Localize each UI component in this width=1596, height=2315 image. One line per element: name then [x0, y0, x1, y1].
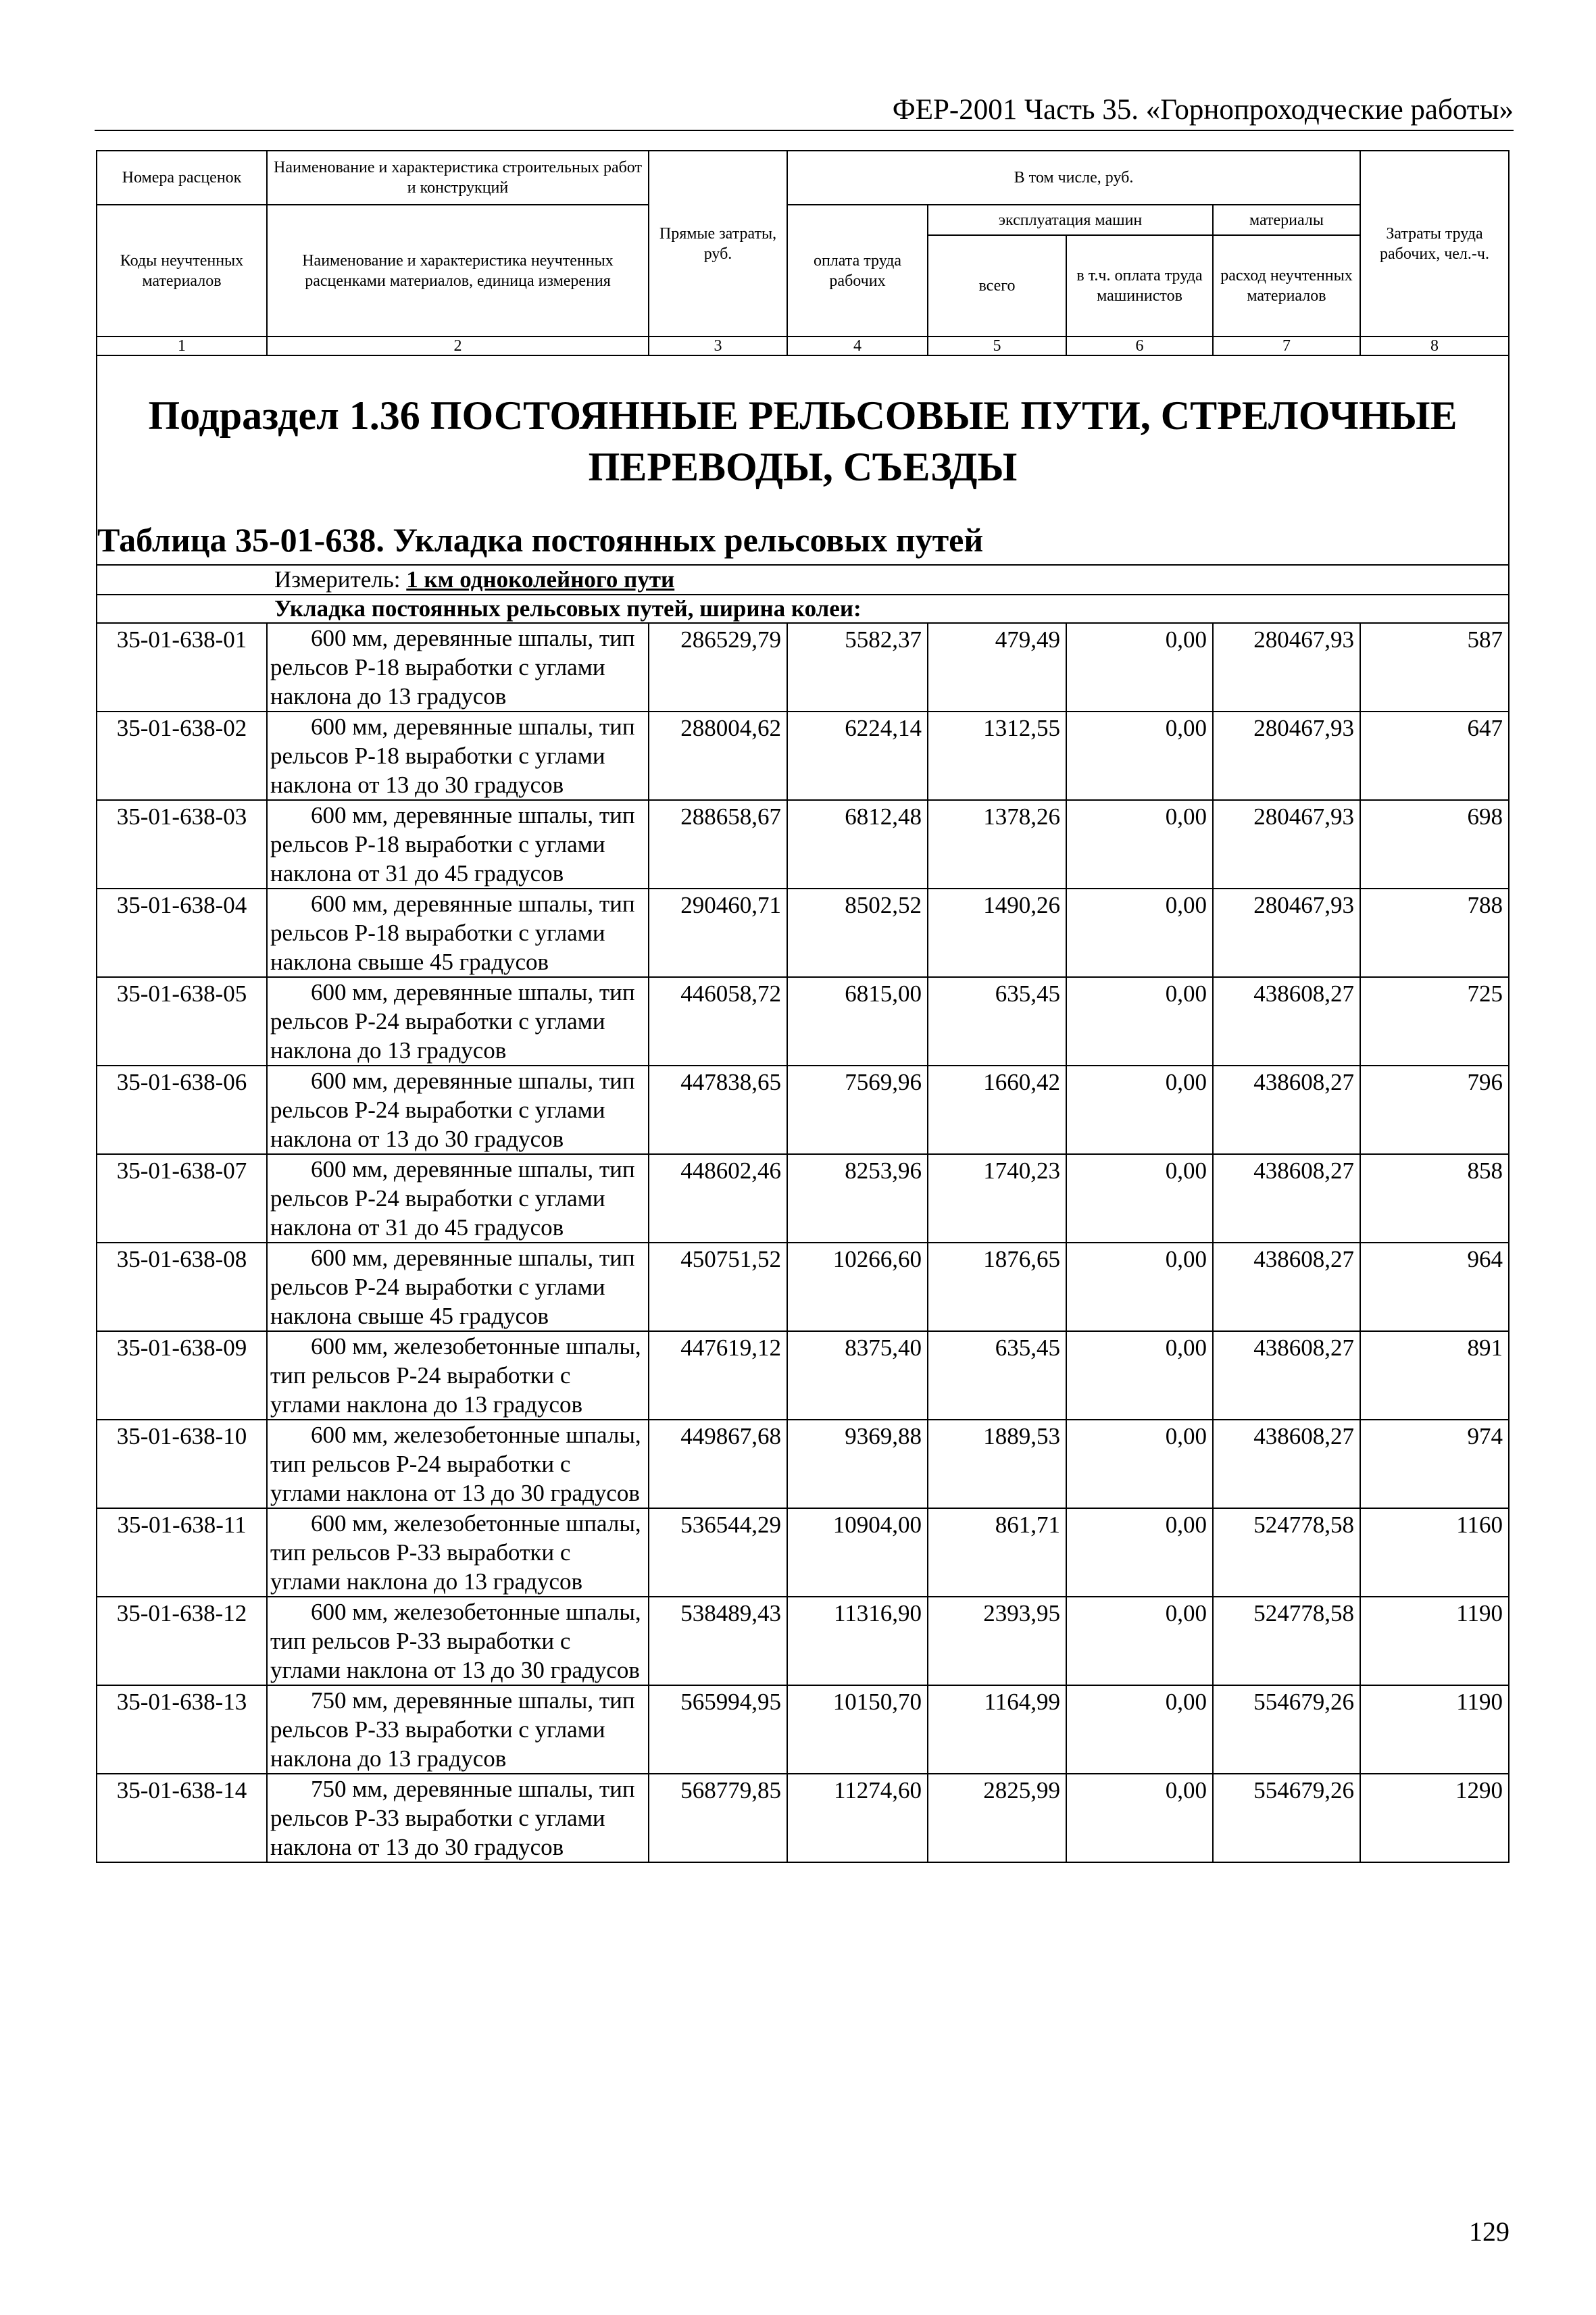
- worker-pay: 8253,96: [787, 1154, 928, 1243]
- column-number: 3: [649, 337, 787, 355]
- rate-code: 35-01-638-06: [97, 1066, 267, 1154]
- header-machines-total: всего: [928, 235, 1066, 337]
- materials-cost: 554679,26: [1213, 1774, 1360, 1862]
- operator-pay: 0,00: [1066, 623, 1213, 712]
- machines-total: 1889,53: [928, 1420, 1066, 1508]
- labor-hours: 891: [1360, 1331, 1509, 1420]
- meter-row: [97, 565, 1509, 595]
- direct-costs: 447619,12: [649, 1331, 787, 1420]
- work-description: 600 мм, деревянные шпалы, тип рельсов Р-24 выработки с углами наклона свыше 45 градусов: [267, 1243, 649, 1331]
- work-description: 600 мм, деревянные шпалы, тип рельсов Р-18 выработки с углами наклона от 13 до 30 градусов: [267, 712, 649, 800]
- operator-pay: 0,00: [1066, 1420, 1213, 1508]
- column-number: 6: [1066, 337, 1213, 355]
- worker-pay: 10266,60: [787, 1243, 928, 1331]
- direct-costs: 288004,62: [649, 712, 787, 800]
- machines-total: 1378,26: [928, 800, 1066, 889]
- column-number: 7: [1213, 337, 1360, 355]
- worker-pay: 7569,96: [787, 1066, 928, 1154]
- header-worker-pay: оплата труда рабочих: [787, 205, 928, 337]
- table-row: [97, 1243, 1509, 1331]
- direct-costs: 290460,71: [649, 889, 787, 977]
- table-row: [97, 977, 1509, 1066]
- worker-pay: 8375,40: [787, 1331, 928, 1420]
- labor-hours: 698: [1360, 800, 1509, 889]
- worker-pay: 11316,90: [787, 1597, 928, 1685]
- direct-costs: 288658,67: [649, 800, 787, 889]
- header-material-name: Наименование и характеристика неучтенных расценками материалов, единица измерения: [267, 205, 649, 337]
- labor-hours: 788: [1360, 889, 1509, 977]
- worker-pay: 9369,88: [787, 1420, 928, 1508]
- table-row: [97, 1331, 1509, 1420]
- machines-total: 635,45: [928, 1331, 1066, 1420]
- rate-code: 35-01-638-03: [97, 800, 267, 889]
- direct-costs: 536544,29: [649, 1508, 787, 1597]
- worker-pay: 10150,70: [787, 1685, 928, 1774]
- table-row: [97, 1066, 1509, 1154]
- worker-pay: 10904,00: [787, 1508, 928, 1597]
- machines-total: 635,45: [928, 977, 1066, 1066]
- worker-pay: 6812,48: [787, 800, 928, 889]
- worker-pay: 11274,60: [787, 1774, 928, 1862]
- operator-pay: 0,00: [1066, 1774, 1213, 1862]
- rate-code: 35-01-638-14: [97, 1774, 267, 1862]
- rate-code: 35-01-638-01: [97, 623, 267, 712]
- rate-code: 35-01-638-04: [97, 889, 267, 977]
- machines-total: 1164,99: [928, 1685, 1066, 1774]
- labor-hours: 647: [1360, 712, 1509, 800]
- operator-pay: 0,00: [1066, 1154, 1213, 1243]
- direct-costs: 568779,85: [649, 1774, 787, 1862]
- machines-total: 1660,42: [928, 1066, 1066, 1154]
- operator-pay: 0,00: [1066, 889, 1213, 977]
- materials-cost: 524778,58: [1213, 1508, 1360, 1597]
- column-number: 2: [267, 337, 649, 355]
- worker-pay: 5582,37: [787, 623, 928, 712]
- rate-code: 35-01-638-02: [97, 712, 267, 800]
- running-header: ФЕР-2001 Часть 35. «Горнопроходческие работы»: [95, 93, 1514, 131]
- meter-value: 1 км одноколейного пути: [406, 566, 675, 593]
- machines-total: 1740,23: [928, 1154, 1066, 1243]
- work-description: 600 мм, деревянные шпалы, тип рельсов Р-18 выработки с углами наклона до 13 градусов: [267, 623, 649, 712]
- table-row: [97, 1774, 1509, 1862]
- labor-hours: 725: [1360, 977, 1509, 1066]
- header-operator-pay: в т.ч. оплата труда машинистов: [1066, 235, 1213, 337]
- table-title: Таблица 35-01-638. Укладка постоянных рельсовых путей: [97, 521, 984, 559]
- table-row: [97, 1154, 1509, 1243]
- machines-total: 1876,65: [928, 1243, 1066, 1331]
- section-title: Подраздел 1.36 ПОСТОЯННЫЕ РЕЛЬСОВЫЕ ПУТИ, СТРЕЛОЧНЫЕ ПЕРЕВОДЫ, СЪЕЗДЫ: [148, 393, 1457, 489]
- work-description: 600 мм, деревянные шпалы, тип рельсов Р-18 выработки с углами наклона свыше 45 градусов: [267, 889, 649, 977]
- work-description: 600 мм, железобетонные шпалы, тип рельсов Р-24 выработки с углами наклона от 13 до 30 градусов: [267, 1420, 649, 1508]
- table-row: [97, 1420, 1509, 1508]
- work-description: 600 мм, железобетонные шпалы, тип рельсов Р-33 выработки с углами наклона от 13 до 30 градусов: [267, 1597, 649, 1685]
- direct-costs: 449867,68: [649, 1420, 787, 1508]
- work-description: 600 мм, железобетонные шпалы, тип рельсов Р-24 выработки с углами наклона до 13 градусов: [267, 1331, 649, 1420]
- column-number: 4: [787, 337, 928, 355]
- operator-pay: 0,00: [1066, 1685, 1213, 1774]
- rate-code: 35-01-638-13: [97, 1685, 267, 1774]
- direct-costs: 538489,43: [649, 1597, 787, 1685]
- rate-code: 35-01-638-11: [97, 1508, 267, 1597]
- direct-costs: 565994,95: [649, 1685, 787, 1774]
- work-description: 600 мм, деревянные шпалы, тип рельсов Р-18 выработки с углами наклона от 31 до 45 градусов: [267, 800, 649, 889]
- header-machine-operation: эксплуатация машин: [928, 205, 1213, 235]
- materials-cost: 438608,27: [1213, 1243, 1360, 1331]
- materials-cost: 280467,93: [1213, 623, 1360, 712]
- table-row: [97, 1685, 1509, 1774]
- operator-pay: 0,00: [1066, 1243, 1213, 1331]
- operator-pay: 0,00: [1066, 1508, 1213, 1597]
- header-direct-costs: Прямые затраты, руб.: [649, 151, 787, 337]
- page-number: 129: [1469, 2216, 1510, 2247]
- rate-code: 35-01-638-09: [97, 1331, 267, 1420]
- direct-costs: 446058,72: [649, 977, 787, 1066]
- table-row: [97, 889, 1509, 977]
- machines-total: 2825,99: [928, 1774, 1066, 1862]
- operator-pay: 0,00: [1066, 712, 1213, 800]
- worker-pay: 8502,52: [787, 889, 928, 977]
- materials-cost: 438608,27: [1213, 1420, 1360, 1508]
- table-row: [97, 1597, 1509, 1685]
- subheading: Укладка постоянных рельсовых путей, ширина колеи:: [97, 595, 1509, 623]
- header-work-name: Наименование и характеристика строительных работ и конструкций: [267, 151, 649, 205]
- materials-cost: 438608,27: [1213, 1331, 1360, 1420]
- materials-cost: 280467,93: [1213, 712, 1360, 800]
- header-unaccounted-materials: расход неучтенных материалов: [1213, 235, 1360, 337]
- worker-pay: 6224,14: [787, 712, 928, 800]
- header-material-codes: Коды неучтенных материалов: [97, 205, 267, 337]
- subheading-row: [97, 595, 1509, 623]
- operator-pay: 0,00: [1066, 800, 1213, 889]
- materials-cost: 438608,27: [1213, 977, 1360, 1066]
- machines-total: 1490,26: [928, 889, 1066, 977]
- work-description: 750 мм, деревянные шпалы, тип рельсов Р-33 выработки с углами наклона от 13 до 30 градусов: [267, 1774, 649, 1862]
- operator-pay: 0,00: [1066, 1331, 1213, 1420]
- column-number: 8: [1360, 337, 1509, 355]
- labor-hours: 964: [1360, 1243, 1509, 1331]
- labor-hours: 1190: [1360, 1685, 1509, 1774]
- work-description: 750 мм, деревянные шпалы, тип рельсов Р-33 выработки с углами наклона до 13 градусов: [267, 1685, 649, 1774]
- labor-hours: 1160: [1360, 1508, 1509, 1597]
- header-materials: материалы: [1213, 205, 1360, 235]
- table-row: [97, 623, 1509, 712]
- operator-pay: 0,00: [1066, 977, 1213, 1066]
- table-row: [97, 712, 1509, 800]
- materials-cost: 438608,27: [1213, 1066, 1360, 1154]
- work-description: 600 мм, деревянные шпалы, тип рельсов Р-24 выработки с углами наклона до 13 градусов: [267, 977, 649, 1066]
- header-rate-numbers: Номера расценок: [97, 151, 267, 205]
- work-description: 600 мм, железобетонные шпалы, тип рельсов Р-33 выработки с углами наклона до 13 градусов: [267, 1508, 649, 1597]
- operator-pay: 0,00: [1066, 1066, 1213, 1154]
- column-number: 1: [97, 337, 267, 355]
- direct-costs: 448602,46: [649, 1154, 787, 1243]
- machines-total: 1312,55: [928, 712, 1066, 800]
- labor-hours: 974: [1360, 1420, 1509, 1508]
- materials-cost: 524778,58: [1213, 1597, 1360, 1685]
- machines-total: 861,71: [928, 1508, 1066, 1597]
- rate-code: 35-01-638-12: [97, 1597, 267, 1685]
- machines-total: 2393,95: [928, 1597, 1066, 1685]
- labor-hours: 858: [1360, 1154, 1509, 1243]
- labor-hours: 587: [1360, 623, 1509, 712]
- table-row: [97, 800, 1509, 889]
- machines-total: 479,49: [928, 623, 1066, 712]
- column-number: 5: [928, 337, 1066, 355]
- rate-code: 35-01-638-07: [97, 1154, 267, 1243]
- labor-hours: 1290: [1360, 1774, 1509, 1862]
- direct-costs: 286529,79: [649, 623, 787, 712]
- rates-table: [96, 150, 1510, 1863]
- direct-costs: 447838,65: [649, 1066, 787, 1154]
- header-labor-hours: Затраты труда рабочих, чел.-ч.: [1360, 151, 1509, 337]
- header-group-including: В том числе, руб.: [787, 151, 1360, 205]
- rate-code: 35-01-638-08: [97, 1243, 267, 1331]
- meter-label: Измеритель:: [274, 566, 407, 593]
- column-number-row: [97, 337, 1509, 355]
- labor-hours: 796: [1360, 1066, 1509, 1154]
- operator-pay: 0,00: [1066, 1597, 1213, 1685]
- materials-cost: 280467,93: [1213, 889, 1360, 977]
- materials-cost: 280467,93: [1213, 800, 1360, 889]
- rate-code: 35-01-638-10: [97, 1420, 267, 1508]
- table-row: [97, 1508, 1509, 1597]
- materials-cost: 554679,26: [1213, 1685, 1360, 1774]
- direct-costs: 450751,52: [649, 1243, 787, 1331]
- section-row: [97, 355, 1509, 565]
- work-description: 600 мм, деревянные шпалы, тип рельсов Р-24 выработки с углами наклона от 13 до 30 градусов: [267, 1066, 649, 1154]
- work-description: 600 мм, деревянные шпалы, тип рельсов Р-24 выработки с углами наклона от 31 до 45 градусов: [267, 1154, 649, 1243]
- materials-cost: 438608,27: [1213, 1154, 1360, 1243]
- labor-hours: 1190: [1360, 1597, 1509, 1685]
- worker-pay: 6815,00: [787, 977, 928, 1066]
- rate-code: 35-01-638-05: [97, 977, 267, 1066]
